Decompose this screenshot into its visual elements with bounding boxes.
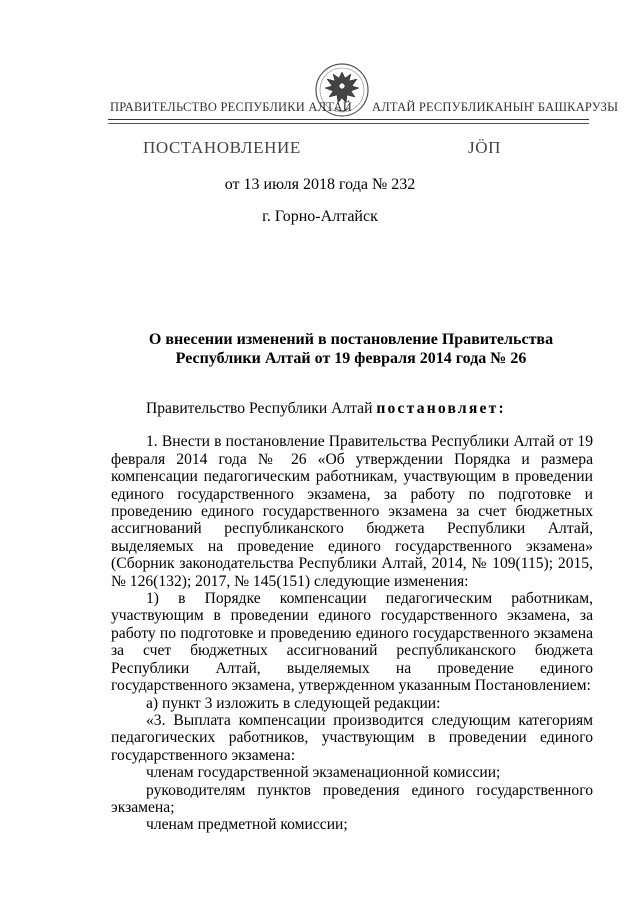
body-paragraph: 1) в Порядке компенсации педагогическим работникам, участвующим в проведении единого государственного экзамена, за работу по подготовке и проведению единого государственного экзамена за счет бюджетных ассигнований республиканского бюджета Республики Алтай, выделяемых на проведение единого государственного экзамена, утвержденном указанным Постановлением: bbox=[111, 590, 593, 695]
preamble-action: постановляет: bbox=[376, 400, 506, 417]
body-paragraph: «3. Выплата компенсации производится следующим категориям педагогических работников, участвующим в проведении единого государственного экзамена: bbox=[111, 711, 593, 764]
document-title: О внесении изменений в постановление Правительства Республики Алтай от 19 февраля 2014 года № 26 bbox=[148, 331, 554, 367]
preamble-text: Правительство Республики Алтай bbox=[146, 400, 377, 417]
doc-kind-alt: ЈӦП bbox=[468, 138, 501, 157]
body-paragraph: членам предметной комиссии; bbox=[146, 816, 348, 834]
header-rule-thin bbox=[108, 123, 589, 124]
header-org-alt: АЛТАЙ РЕСПУБЛИКАНЫҤ БАШКАРУЗЫ bbox=[372, 100, 619, 114]
document-city: г. Горно-Алтайск bbox=[262, 208, 378, 225]
body-paragraph: членам государственной экзаменационной комиссии; bbox=[146, 764, 501, 782]
body-paragraph: 1. Внести в постановление Правительства Республики Алтай от 19 февраля 2014 года № 26 «Об утверждении Порядка и размера компенсации педагогическим работникам, участвующим в проведении единого государственного экзамена, за работу по подготовке и проведению единого государственного экзамена за счет бюджетных ассигнований республиканского бюджета Республики Алтай, выделяемых на проведение единого государственного экзамена» (Сборник законодательства Республики Алтай, 2014, № 109(115); 2015, № 126(132); 2017, № 145(151) следующие изменения: bbox=[111, 433, 593, 590]
document-body bbox=[111, 400, 593, 834]
document-date: от 13 июля 2018 года № 232 bbox=[224, 176, 416, 193]
body-paragraph: а) пункт 3 изложить в следующей редакции: bbox=[146, 694, 441, 712]
header-rule-thick bbox=[108, 119, 589, 120]
header-org-ru: ПРАВИТЕЛЬСТВО РЕСПУБЛИКИ АЛТАЙ bbox=[110, 100, 352, 114]
body-paragraph: руководителям пунктов проведения единого государственного экзамена; bbox=[111, 781, 593, 816]
doc-kind-ru: ПОСТАНОВЛЕНИЕ bbox=[143, 138, 301, 157]
preamble bbox=[111, 400, 593, 417]
